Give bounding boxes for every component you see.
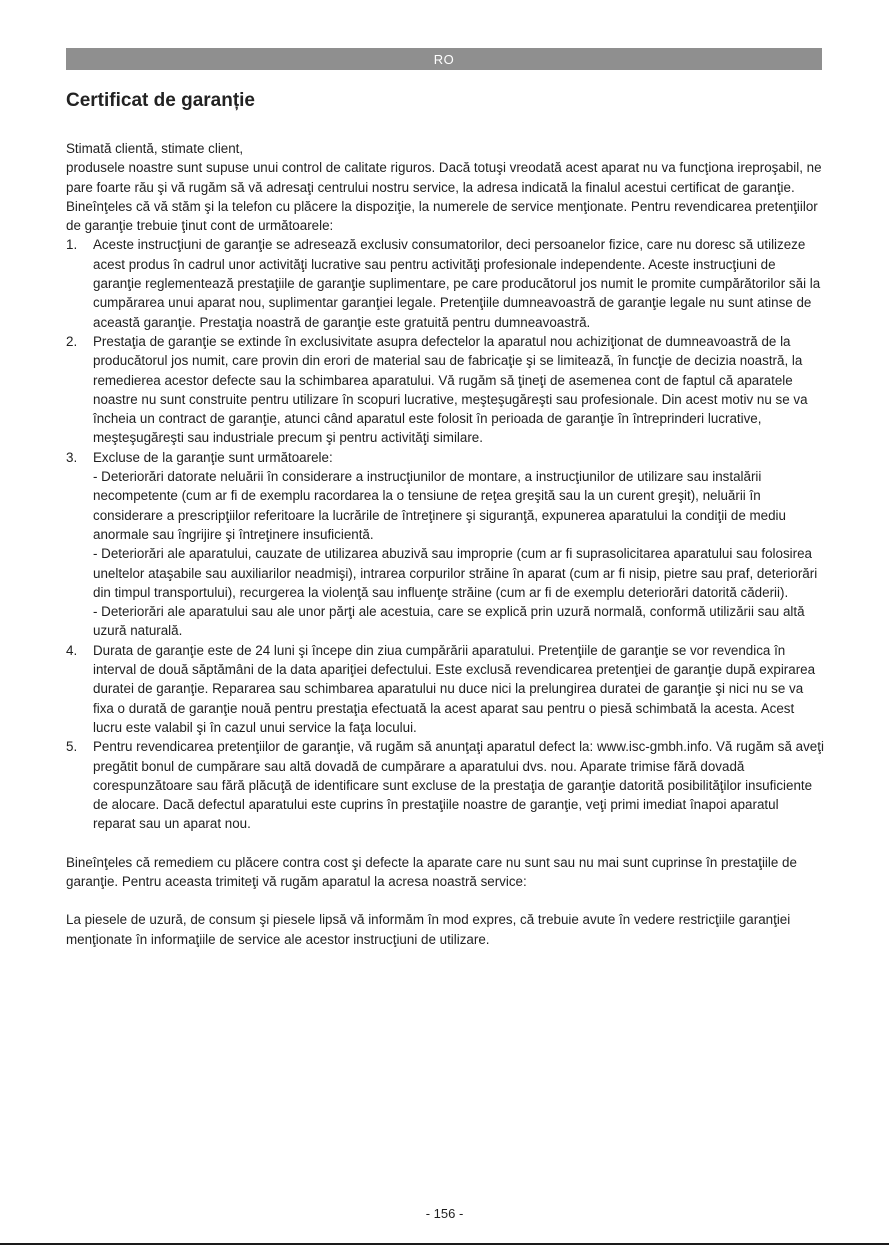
list-item: [66, 641, 824, 737]
document-body: [66, 139, 824, 949]
list-item: [66, 235, 824, 331]
list-item-number: 4.: [66, 642, 78, 658]
list-item-number: 1.: [66, 237, 78, 253]
page-number: - 156 -: [425, 1206, 464, 1221]
exclusion-item: - Deteriorări datorate neluării în considerare a instrucţiunilor de montare, a instrucţiunilor de utilizare sau instalării necompetente (cum ar fi de exemplu racordarea la o tensiune de reţea greşită sau la un curent greşit), neluării în considerare a prescripţiilor referitoare la lucrările de întreţinere şi siguranţă, expunerea aparatului la condiţii de mediu anormale sau îngrijire şi întreţinere insuficientă.: [93, 469, 786, 542]
page-title: Certificat de garanție: [66, 90, 255, 111]
list-item-text: Prestaţia de garanţie se extinde în exclusivitate asupra defectelor la aparatul nou achiziţionat de dumneavoastră de la producătorul jos numit, care provin din erori de material sau de fabricaţie şi se limitează, în funcţie de decizia noastră, la remedierea acestor defecte sau la schimbarea aparatului. Vă rugăm să ţineţi de asemenea cont de faptul că aparatele noastre nu sunt construite pentru utilizare în scopuri lucrative, meşteşugăreşti sau profesionale. Din acest motiv nu se va încheia un contract de garanţie, atunci când aparatul este folosit în perioada de garanţie în întreprinderi lucrative, meşteşugăreşti sau industriale precum şi pentru activităţi similare.: [93, 333, 808, 446]
list-item-text: Excluse de la garanţie sunt următoarele:: [93, 449, 333, 465]
list-item: [66, 332, 824, 448]
wear-parts-paragraph: La piesele de uzură, de consum şi piesele lipsă vă informăm în mod expres, că trebuie avute în vedere restricţiile garanţiei menţionate în informaţiile de service ale acestor instrucţiuni de utilizare.: [66, 912, 791, 947]
list-item-number: 5.: [66, 739, 78, 755]
exclusion-item: - Deteriorări ale aparatului, cauzate de utilizarea abuzivă sau improprie (cum ar fi suprasolicitarea aparatului sau folosirea uneltelor ataşabile sau auxiliarilor neadmişi), intrarea corpurilor străine în aparat (cum ar fi nisip, pietre sau praf, deteriorări din timpul transportului), recurgerea la violenţă sau influenţe străine (cum ar fi de exemplu deteriorări datorită căderii).: [93, 546, 818, 600]
list-item-number: 3.: [66, 449, 78, 465]
greeting: Stimată clientă, stimate client,: [66, 141, 244, 156]
spacer: [66, 891, 824, 910]
bottom-divider: [0, 1243, 889, 1245]
list-item-text: Aceste instrucţiuni de garanţie se adresează exclusiv consumatorilor, deci persoanelor fizice, care nu doresc să utilizeze acest produs în cadrul unor activităţi lucrative sau pentru activităţi profesionale independente. Aceste instrucţiuni de garanţie reglementează prestaţiile de garanţie suplimentare, pe care producătorul jos numit le promite cumpărătorilor săi la cumpărarea unui aparat nou, suplimentar garanţiei legale. Pretenţiile dumneavoastră de garanţie legale nu sunt atinse de această garanţie. Prestaţia noastră de garanţie este gratuită pentru dumneavoastră.: [93, 237, 821, 330]
list-item-text: Durata de garanţie este de 24 luni şi începe din ziua cumpărării aparatului. Pretenţiile de garanţie se vor revendica în interval de două săptămâni de la data apariţiei defectului. Este exclusă revendicarea pretenţiei de garanţie după expirarea duratei de garanţie. Repararea sau schimbarea aparatului nu duce nici la prelungirea duratei de garanţie şi nici nu se va fixa o durată de garanţie nouă pentru prestaţia efectuată la acest aparat sau pentru o piesă schimbată la acesta. Acest lucru este valabil şi în cazul unui service la faţa locului.: [93, 642, 816, 735]
paid-repair-paragraph: Bineînţeles că remediem cu plăcere contra cost şi defecte la aparate care nu sunt sau nu mai sunt cuprinse în prestaţiile de garanţie. Pentru aceasta trimiteţi vă rugăm aparatul la acresa noastră service:: [66, 854, 797, 889]
warranty-conditions-list: [66, 235, 824, 833]
list-item: [66, 448, 824, 641]
language-header-bar: [66, 48, 822, 70]
list-item-number: 2.: [66, 333, 78, 349]
exclusion-item: - Deteriorări ale aparatului sau ale unor părţi ale acestuia, care se explică prin uzură normală, conformă utilizării sau altă uzură naturală.: [93, 604, 805, 639]
spacer: [66, 834, 824, 853]
intro-paragraph: produsele noastre sunt supuse unui control de calitate riguros. Dacă totuşi vreodată acest aparat nu va funcţiona ireproşabil, ne pare foarte rău şi vă rugăm să vă adresaţi centrului nostru service, la adresa indicată la finalul acestui certificat de garanţie. Bineînţeles că vă stăm şi la telefon cu plăcere la dispoziţie, la numerele de service menţionate. Pentru revendicarea pretenţiilor de garanţie trebuie ţinut cont de următoarele:: [66, 160, 822, 234]
list-item: [66, 737, 824, 833]
list-item-text: Pentru revendicarea pretenţiilor de garanţie, vă rugăm să anunţaţi aparatul defect la: www.isc-gmbh.info. Vă rugăm să aveţi pregătit bonul de cumpărare sau altă dovadă de cumpărare a aparatului dvs. nou. Aparate trimise fără dovadă corespunzătoare sau fără plăcuţă de identificare sunt excluse de la prestaţia de garanţie datorită posibilităţilor insuficiente de alocare. Dacă defectul aparatului este cuprins în prestaţiile noastre de garanţie, veţi primi imediat înapoi aparatul reparat sau un aparat nou.: [93, 739, 824, 832]
language-code: RO: [433, 51, 455, 67]
